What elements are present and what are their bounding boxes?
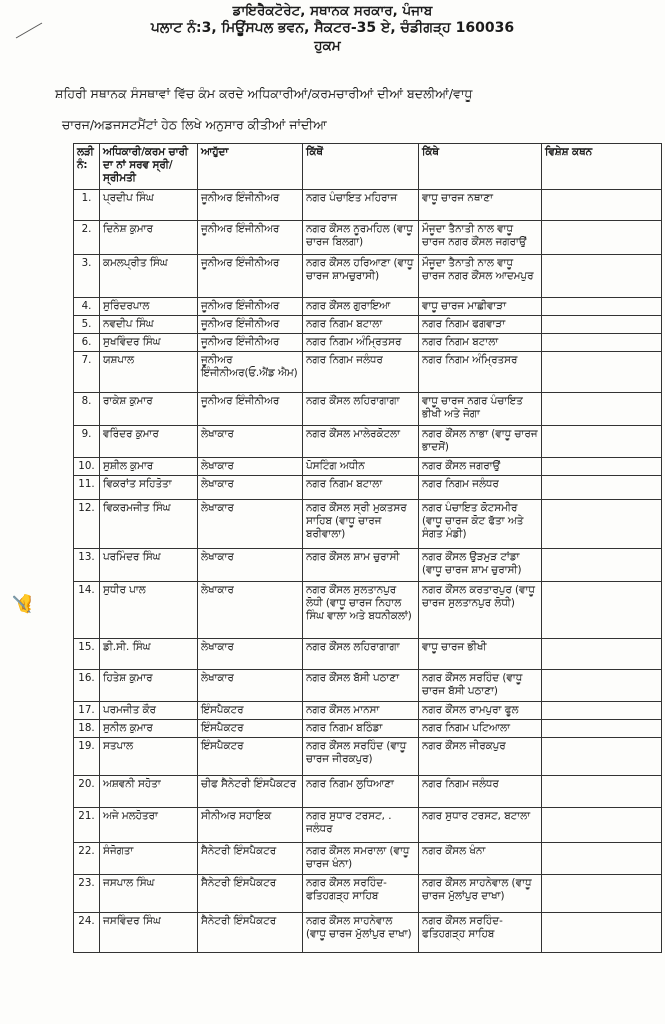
cell-serial: 10. [74, 458, 100, 476]
department-address: ਪਲਾਟ ਨੰ:3, ਮਿਊਂਸਪਲ ਭਵਨ, ਸੈਕਟਰ-35 ਏ, ਚੰਡੀਗੜ੍ਹ 160036 [150, 20, 515, 36]
cell-from: ਨਗਰ ਕੌਂਸਲ ਸਮਰਾਲਾ (ਵਾਧੂ ਚਾਰਜ ਖੰਨਾ) [303, 843, 419, 875]
cell-serial: 1. [74, 190, 100, 221]
cell-name: ਅਜੇ ਮਲਹੋਤਰਾ [100, 808, 198, 843]
cell-serial: 7. [74, 352, 100, 393]
cell-from: ਨਗਰ ਕੌਂਸਲ ਮਾਲੇਰਕੋਟਲਾ [303, 426, 419, 458]
cell-designation: ਚੀਫ ਸੈਨੇਟਰੀ ਇੰਸਪੈਕਟਰ [198, 776, 303, 808]
cell-from: ਨਗਰ ਕੌਂਸਲ ਲਹਿਰਾਗਾਗਾ [303, 639, 419, 670]
cell-from: ਨਗਰ ਕੌਂਸਲ ਸ਼ਾਮ ਚੁਰਾਸੀ [303, 549, 419, 582]
table-row [74, 913, 662, 953]
cell-remarks [542, 221, 662, 255]
cell-to: ਨਗਰ ਨਿਗਮ ਪਟਿਆਲਾ [419, 720, 542, 738]
subject-line-2: ਚਾਰਜ/ਅਡਜਸਟਮੈਂਟਾਂ ਹੇਠ ਲਿਖੇ ਅਨੁਸਾਰ ਕੀਤੀਆਂ ਜਾਂਦੀਆ [62, 117, 327, 132]
cell-designation: ਇੰਸਪੈਕਟਰ [198, 720, 303, 738]
cell-from: ਨਗਰ ਨਿਗਮ ਬਠਿੰਡਾ [303, 720, 419, 738]
col-header-to: ਕਿੱਥੇ [419, 144, 542, 190]
cell-from: ਨਗਰ ਕੌਂਸਲ ਸਾਹਨੇਵਾਲ (ਵਾਧੂ ਚਾਰਜ ਮੁੱਲਾਂਪੁਰ ਦਾਖਾ) [303, 913, 419, 953]
cell-designation: ਲੇਖਾਕਾਰ [198, 639, 303, 670]
table-row [74, 316, 662, 334]
cell-name: ਸੁਨੀਲ ਕੁਮਾਰ [100, 720, 198, 738]
table-row [74, 426, 662, 458]
col-header-serial: ਲੜੀ ਨੰ: [74, 144, 100, 190]
cell-to: ਨਗਰ ਕੌਂਸਲ ਰਾਮਪੁਰਾ ਫੂਲ [419, 702, 542, 720]
cell-designation: ਇੰਸਪੈਕਟਰ [198, 702, 303, 720]
table-header-row [74, 144, 662, 190]
cell-name: ਵਿਕਰਮਜੀਤ ਸਿੰਘ [100, 500, 198, 549]
cell-name: ਪਰਮਜੀਤ ਕੌਰ [100, 702, 198, 720]
cell-designation: ਜੂਨੀਅਰ ਇੰਜੀਨੀਅਰ [198, 298, 303, 316]
cell-from: ਨਗਰ ਕੌਂਸਲ ਬੱਸੀ ਪਠਾਣਾ [303, 670, 419, 702]
cell-to: ਨਗਰ ਕੌਂਸਲ ਖੰਨਾ [419, 843, 542, 875]
cell-from: ਨਗਰ ਨਿਗਮ ਲੁਧਿਆਣਾ [303, 776, 419, 808]
cell-to: ਨਗਰ ਕੌਂਸਲ ਸਰਹਿੰਦ-ਫਤਿਹਗੜ੍ਹ ਸਾਹਿਬ [419, 913, 542, 953]
cell-remarks [542, 639, 662, 670]
table-row [74, 352, 662, 393]
table-row [74, 500, 662, 549]
cell-serial: 13. [74, 549, 100, 582]
table-row [74, 875, 662, 913]
department-name: ਡਾਇਰੈਕਟੋਰੇਟ, ਸਥਾਨਕ ਸਰਕਾਰ, ਪੰਜਾਬ [232, 3, 433, 19]
cell-designation: ਜੂਨੀਅਰ ਇੰਜੀਨੀਅਰ [198, 316, 303, 334]
cell-name: ਪਰਮਿੰਦਰ ਸਿੰਘ [100, 549, 198, 582]
cell-remarks [542, 702, 662, 720]
table-row [74, 738, 662, 776]
cell-to: ਨਗਰ ਨਿਗਮ ਜਲੰਧਰ [419, 776, 542, 808]
cell-remarks [542, 476, 662, 500]
cell-serial: 5. [74, 316, 100, 334]
cell-to: ਮੌਜੂਦਾ ਤੈਨਾਤੀ ਨਾਲ ਵਾਧੂ ਚਾਰਜ ਨਗਰ ਕੌਂਸਲ ਜਗਰਾਉਂ [419, 221, 542, 255]
cell-name: ਜਸਪਾਲ ਸਿੰਘ [100, 875, 198, 913]
cell-remarks [542, 426, 662, 458]
cell-to: ਵਾਧੂ ਚਾਰਜ ਮਾਛੀਵਾੜਾ [419, 298, 542, 316]
cell-remarks [542, 500, 662, 549]
cell-from: ਨਗਰ ਕੌਂਸਲ ਸਰਹਿੰਦ (ਵਾਧੂ ਚਾਰਜ ਜੀਰਕਪੁਰ) [303, 738, 419, 776]
cell-from: ਨਗਰ ਨਿਗਮ ਜਲੰਧਰ [303, 352, 419, 393]
cell-remarks [542, 875, 662, 913]
cell-serial: 22. [74, 843, 100, 875]
cell-to: ਨਗਰ ਨਿਗਮ ਅੰਮ੍ਰਿਤਸਰ [419, 352, 542, 393]
cell-serial: 17. [74, 702, 100, 720]
table-row [74, 190, 662, 221]
table-row [74, 298, 662, 316]
cell-designation: ਸੀਨੀਅਰ ਸਹਾਇਕ [198, 808, 303, 843]
cell-serial: 8. [74, 393, 100, 426]
cell-designation: ਜੂਨੀਅਰ ਇੰਜੀਨੀਅਰ [198, 190, 303, 221]
cell-remarks [542, 776, 662, 808]
cell-designation: ਲੇਖਾਕਾਰ [198, 426, 303, 458]
table-row [74, 670, 662, 702]
cell-name: ਕਮਲਪ੍ਰੀਤ ਸਿੰਘ [100, 255, 198, 298]
cell-designation: ਲੇਖਾਕਾਰ [198, 582, 303, 639]
cell-from: ਪੋਸਟਿੰਗ ਅਧੀਨ [303, 458, 419, 476]
cell-from: ਨਗਰ ਨਿਗਮ ਅੰਮ੍ਰਿਤਸਰ [303, 334, 419, 352]
cell-name: ਰਾਕੇਸ਼ ਕੁਮਾਰ [100, 393, 198, 426]
cell-name: ਜਸਵਿੰਦਰ ਸਿੰਘ [100, 913, 198, 953]
cell-from: ਨਗਰ ਕੌਂਸਲ ਹਰਿਆਣਾ (ਵਾਧੂ ਚਾਰਜ ਸ਼ਾਮਚੁਰਾਸੀ) [303, 255, 419, 298]
table-row [74, 221, 662, 255]
cell-from: ਨਗਰ ਨਿਗਮ ਬਟਾਲਾ [303, 476, 419, 500]
table-row [74, 776, 662, 808]
cell-designation: ਸੈਨੇਟਰੀ ਇੰਸਪੈਕਟਰ [198, 913, 303, 953]
cell-to: ਨਗਰ ਕੌਂਸਲ ਸਾਹਨੇਵਾਲ (ਵਾਧੂ ਚਾਰਜ ਮੁੱਲਾਂਪੁਰ ਦਾਖਾ) [419, 875, 542, 913]
cell-to: ਵਾਧੂ ਚਾਰਜ ਨਗਰ ਪੰਚਾਇਤ ਭੀਖੀ ਅਤੇ ਜੋਗਾ [419, 393, 542, 426]
cell-designation: ਲੇਖਾਕਾਰ [198, 549, 303, 582]
cell-from: ਨਗਰ ਸੁਧਾਰ ਟਰਸਟ, . ਜਲੰਧਰ [303, 808, 419, 843]
cell-designation: ਸੈਨੇਟਰੀ ਇੰਸਪੈਕਟਰ [198, 875, 303, 913]
cell-to: ਵਾਧੂ ਚਾਰਜ ਨਥਾਣਾ [419, 190, 542, 221]
col-header-designation: ਆਹੁੱਦਾ [198, 144, 303, 190]
cell-designation: ਜੂਨੀਅਰ ਇੰਜੀਨੀਅਰ [198, 334, 303, 352]
cell-to: ਨਗਰ ਨਿਗਮ ਫਗਵਾੜਾ [419, 316, 542, 334]
cell-serial: 16. [74, 670, 100, 702]
cell-designation: ਇੰਸਪੈਕਟਰ [198, 738, 303, 776]
cell-name: ਵਰਿੰਦਰ ਕੁਮਾਰ [100, 426, 198, 458]
cell-to: ਨਗਰ ਪੰਚਾਇਤ ਕੋਟਸਮੀਰ (ਵਾਧੂ ਚਾਰਜ ਕੋਟ ਫੱਤਾ ਅਤੇ ਸੰਗਤ ਮੰਡੀ) [419, 500, 542, 549]
cell-designation: ਜੂਨੀਅਰ ਇੰਜੀਨੀਅਰ(ਓ.ਐਂਡ ਐਮ) [198, 352, 303, 393]
table-row [74, 393, 662, 426]
table-row [74, 334, 662, 352]
cell-name: ਸੁਖਵਿੰਦਰ ਸਿੰਘ [100, 334, 198, 352]
cell-name: ਨਵਦੀਪ ਸਿੰਘ [100, 316, 198, 334]
cell-to: ਮੌਜੂਦਾ ਤੈਨਾਤੀ ਨਾਲ ਵਾਧੂ ਚਾਰਜ ਨਗਰ ਕੌਂਸਲ ਆਦਮਪੁਰ [419, 255, 542, 298]
transfer-table [73, 143, 662, 953]
cell-from: ਨਗਰ ਕੌਂਸਲ ਸਰਹਿੰਦ-ਫਤਿਹਗੜ੍ਹ ਸਾਹਿਬ [303, 875, 419, 913]
cell-remarks [542, 255, 662, 298]
cell-remarks [542, 670, 662, 702]
table-row [74, 720, 662, 738]
cell-to: ਨਗਰ ਨਿਗਮ ਬਟਾਲਾ [419, 334, 542, 352]
cell-to: ਨਗਰ ਕੌਂਸਲ ਉੜਮੁੜ ਟਾਂਡਾ (ਵਾਧੂ ਚਾਰਜ ਸ਼ਾਮ ਚੁਰਾਸੀ) [419, 549, 542, 582]
cell-designation: ਜੂਨੀਅਰ ਇੰਜੀਨੀਅਰ [198, 255, 303, 298]
cell-serial: 24. [74, 913, 100, 953]
table-row [74, 549, 662, 582]
cell-to: ਵਾਧੂ ਚਾਰਜ ਭੀਖੀ [419, 639, 542, 670]
cell-serial: 2. [74, 221, 100, 255]
cell-remarks [542, 549, 662, 582]
cell-remarks [542, 298, 662, 316]
table-row [74, 639, 662, 670]
cell-name: ਡੀ.ਸੀ. ਸਿੰਘ [100, 639, 198, 670]
cell-designation: ਸੈਨੇਟਰੀ ਇੰਸਪੈਕਟਰ [198, 843, 303, 875]
cell-remarks [542, 843, 662, 875]
cell-from: ਨਗਰ ਕੌਂਸਲ ਗੁਰਾਇਆ [303, 298, 419, 316]
cell-serial: 3. [74, 255, 100, 298]
cell-serial: 12. [74, 500, 100, 549]
table-row [74, 476, 662, 500]
cell-serial: 21. [74, 808, 100, 843]
cell-from: ਨਗਰ ਪੰਚਾਇਤ ਮਹਿਰਾਜ [303, 190, 419, 221]
col-header-remarks: ਵਿਸ਼ੇਸ਼ ਕਥਨ [542, 144, 662, 190]
table-row [74, 582, 662, 639]
subject-line-1: ਸ਼ਹਿਰੀ ਸਥਾਨਕ ਸੰਸਥਾਵਾਂ ਵਿੱਚ ਕੰਮ ਕਰਦੇ ਅਧਿਕਾਰੀਆਂ/ਕਰਮਚਾਰੀਆਂ ਦੀਆਂ ਬਦਲੀਆਂ/ਵਾਧੂ [55, 86, 473, 101]
cell-designation: ਲੇਖਾਕਾਰ [198, 670, 303, 702]
cell-serial: 15. [74, 639, 100, 670]
cell-from: ਨਗਰ ਨਿਗਮ ਬਟਾਲਾ [303, 316, 419, 334]
cell-from: ਨਗਰ ਕੌਂਸਲ ਨੂਰਮਹਿਲ (ਵਾਧੂ ਚਾਰਜ ਬਿਲਗਾ) [303, 221, 419, 255]
table-row [74, 255, 662, 298]
cell-name: ਹਿਤੇਸ਼ ਕੁਮਾਰ [100, 670, 198, 702]
cell-serial: 18. [74, 720, 100, 738]
cell-to: ਨਗਰ ਸੁਧਾਰ ਟਰਸਟ, ਬਟਾਲਾ [419, 808, 542, 843]
cell-from: ਨਗਰ ਕੌਂਸਲ ਮਾਨਸਾ [303, 702, 419, 720]
cell-from: ਨਗਰ ਕੌਂਸਲ ਲਹਿਰਾਗਾਗਾ [303, 393, 419, 426]
table-row [74, 458, 662, 476]
cell-remarks [542, 190, 662, 221]
cell-to: ਨਗਰ ਕੌਂਸਲ ਸਰਹਿੰਦ (ਵਾਧੂ ਚਾਰਜ ਬੱਸੀ ਪਠਾਣਾ) [419, 670, 542, 702]
cell-serial: 11. [74, 476, 100, 500]
cell-serial: 20. [74, 776, 100, 808]
cell-designation: ਜੂਨੀਅਰ ਇੰਜੀਨੀਅਰ [198, 393, 303, 426]
cell-name: ਸੁਧੀਰ ਪਾਲ [100, 582, 198, 639]
table-row [74, 843, 662, 875]
cell-name: ਸੁਰਿੰਦਰਪਾਲ [100, 298, 198, 316]
cell-name: ਸੁਸ਼ੀਲ ਕੁਮਾਰ [100, 458, 198, 476]
cell-remarks [542, 582, 662, 639]
cell-serial: 14. [74, 582, 100, 639]
table-row [74, 808, 662, 843]
cell-remarks [542, 720, 662, 738]
cell-from: ਨਗਰ ਕੌਂਸਲ ਸੁਲਤਾਨਪੁਰ ਲੋਧੀ (ਵਾਧੂ ਚਾਰਜ ਨਿਹਾਲ ਸਿੰਘ ਵਾਲਾ ਅਤੇ ਬਧਨੀਕਲਾਂ) [303, 582, 419, 639]
cell-serial: 9. [74, 426, 100, 458]
cell-remarks [542, 316, 662, 334]
cell-remarks [542, 913, 662, 953]
table-row [74, 702, 662, 720]
cell-serial: 4. [74, 298, 100, 316]
col-header-from: ਕਿੱਥੋਂ [303, 144, 419, 190]
cell-remarks [542, 738, 662, 776]
cell-remarks [542, 393, 662, 426]
cell-name: ਅਸ਼ਵਨੀ ਸਹੋਤਾ [100, 776, 198, 808]
cell-to: ਨਗਰ ਕੌਂਸਲ ਕਰਤਾਰਪੁਰ (ਵਾਧੂ ਚਾਰਜ ਸੁਲਤਾਨਪੁਰ ਲੋਧੀ) [419, 582, 542, 639]
cell-name: ਦਿਨੇਸ਼ ਕੁਮਾਰ [100, 221, 198, 255]
cell-to: ਨਗਰ ਕੌਂਸਲ ਨਾਭਾ (ਵਾਧੂ ਚਾਰਜ ਭਾਦਸੋਂ) [419, 426, 542, 458]
cell-remarks [542, 352, 662, 393]
cell-designation: ਲੇਖਾਕਾਰ [198, 458, 303, 476]
cell-name: ਯਸ਼ਪਾਲ [100, 352, 198, 393]
cell-serial: 23. [74, 875, 100, 913]
cell-to: ਨਗਰ ਕੌਂਸਲ ਜਗਰਾਉਂ [419, 458, 542, 476]
cell-designation: ਜੂਨੀਅਰ ਇੰਜੀਨੀਅਰ [198, 221, 303, 255]
cell-name: ਵਿਕਰਾਂਤ ਸਹਿਤੋਤਾ [100, 476, 198, 500]
cell-remarks [542, 458, 662, 476]
cell-serial: 6. [74, 334, 100, 352]
cell-name: ਪ੍ਰਦੀਪ ਸਿੰਘ [100, 190, 198, 221]
cell-remarks [542, 334, 662, 352]
cell-to: ਨਗਰ ਨਿਗਮ ਜਲੰਧਰ [419, 476, 542, 500]
col-header-name: ਅਧਿਕਾਰੀ/ਕਰਮ ਚਾਰੀ ਦਾ ਨਾਂ ਸਰਵ ਸ੍ਰੀ/ਸ੍ਰੀਮਤੀ [100, 144, 198, 190]
cell-remarks [542, 808, 662, 843]
cell-designation: ਲੇਖਾਕਾਰ [198, 476, 303, 500]
order-title: ਹੁਕਮ [314, 38, 341, 54]
cell-name: ਸੰਜੋਗਤਾ [100, 843, 198, 875]
cell-designation: ਲੇਖਾਕਾਰ [198, 500, 303, 549]
cell-from: ਨਗਰ ਕੌਂਸਲ ਸ੍ਰੀ ਮੁਕਤਸਰ ਸਾਹਿਬ (ਵਾਧੂ ਚਾਰਜ ਬਰੀਵਾਲਾ) [303, 500, 419, 549]
cell-name: ਸਤਪਾਲ [100, 738, 198, 776]
handwritten-signature: ✍ [12, 593, 34, 616]
cell-to: ਨਗਰ ਕੌਂਸਲ ਜੀਰਕਪੁਰ [419, 738, 542, 776]
cell-serial: 19. [74, 738, 100, 776]
